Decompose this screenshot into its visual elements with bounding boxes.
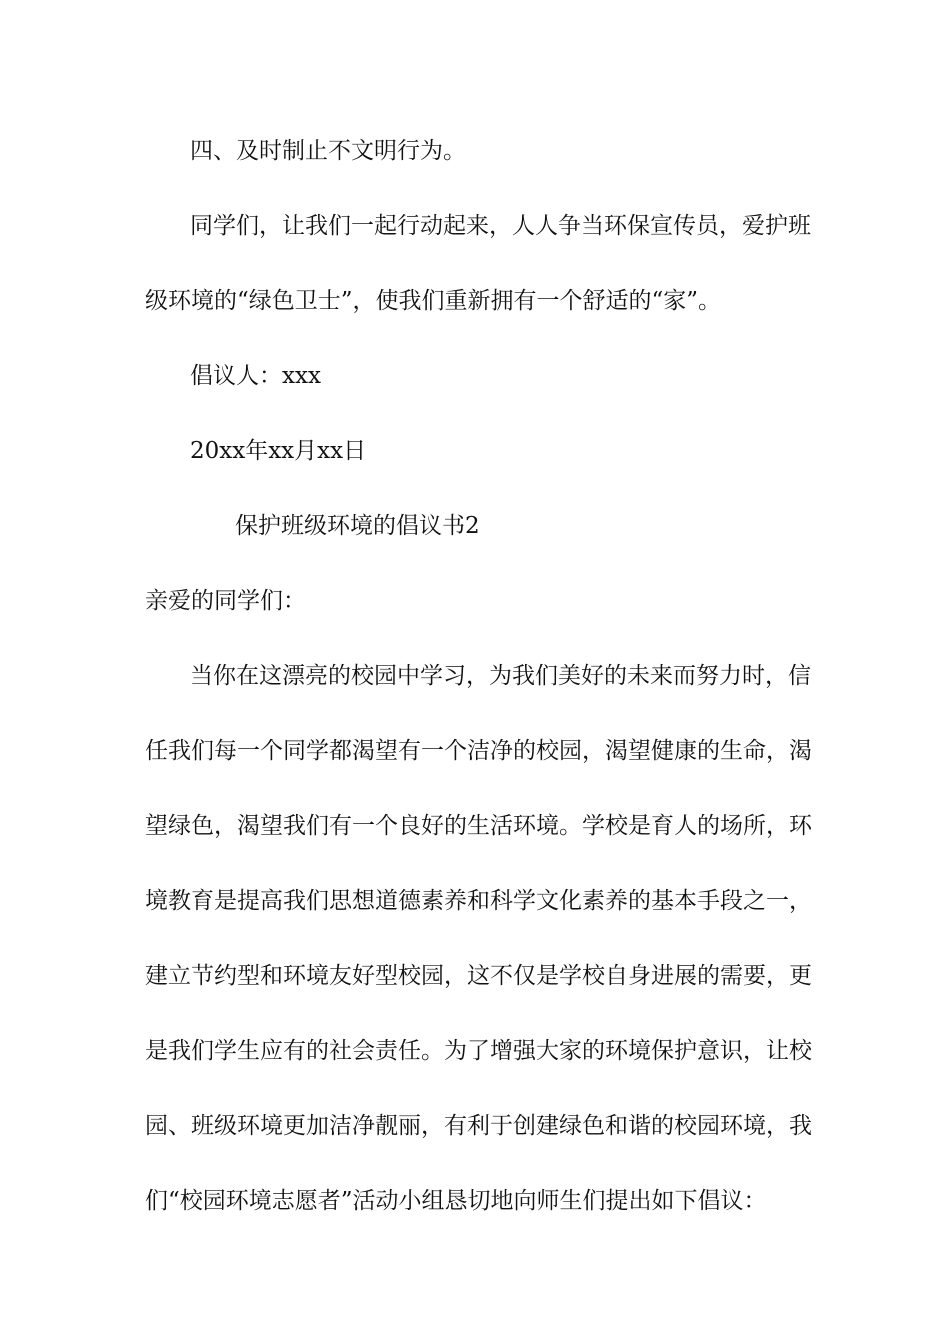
paragraph-item-four: 四、及时制止不文明行为。 (190, 138, 466, 164)
date-line: 20xx年xx月xx日 (190, 438, 367, 464)
salutation: 亲爱的同学们： (145, 588, 306, 614)
paragraph-line: 是我们学生应有的社会责任。为了增强大家的环境保护意识，让校 (145, 1038, 812, 1064)
paragraph-line: 同学们，让我们一起行动起来，人人争当环保宣传员，爱护班 (190, 213, 811, 239)
paragraph-line: 望绿色，渴望我们有一个良好的生活环境。学校是育人的场所，环 (145, 813, 812, 839)
paragraph-line: 们“校园环境志愿者”活动小组恳切地向师生们提出如下倡议： (145, 1188, 767, 1214)
paragraph-line: 级环境的“绿色卫士”，使我们重新拥有一个舒适的“家”。 (145, 288, 722, 314)
paragraph-line: 园、班级环境更加洁净靓丽，有利于创建绿色和谐的校园环境，我 (145, 1113, 812, 1139)
paragraph-line: 任我们每一个同学都渴望有一个洁净的校园，渴望健康的生命，渴 (145, 738, 812, 764)
paragraph-line: 建立节约型和环境友好型校园，这不仅是学校自身进展的需要，更 (145, 963, 812, 989)
paragraph-line: 当你在这漂亮的校园中学习，为我们美好的未来而努力时，信 (190, 663, 811, 689)
paragraph-line: 境教育是提高我们思想道德素养和科学文化素养的基本手段之一， (145, 888, 812, 914)
document-title: 保护班级环境的倡议书2 (235, 513, 480, 539)
proposer-line: 倡议人：xxx (190, 363, 321, 389)
